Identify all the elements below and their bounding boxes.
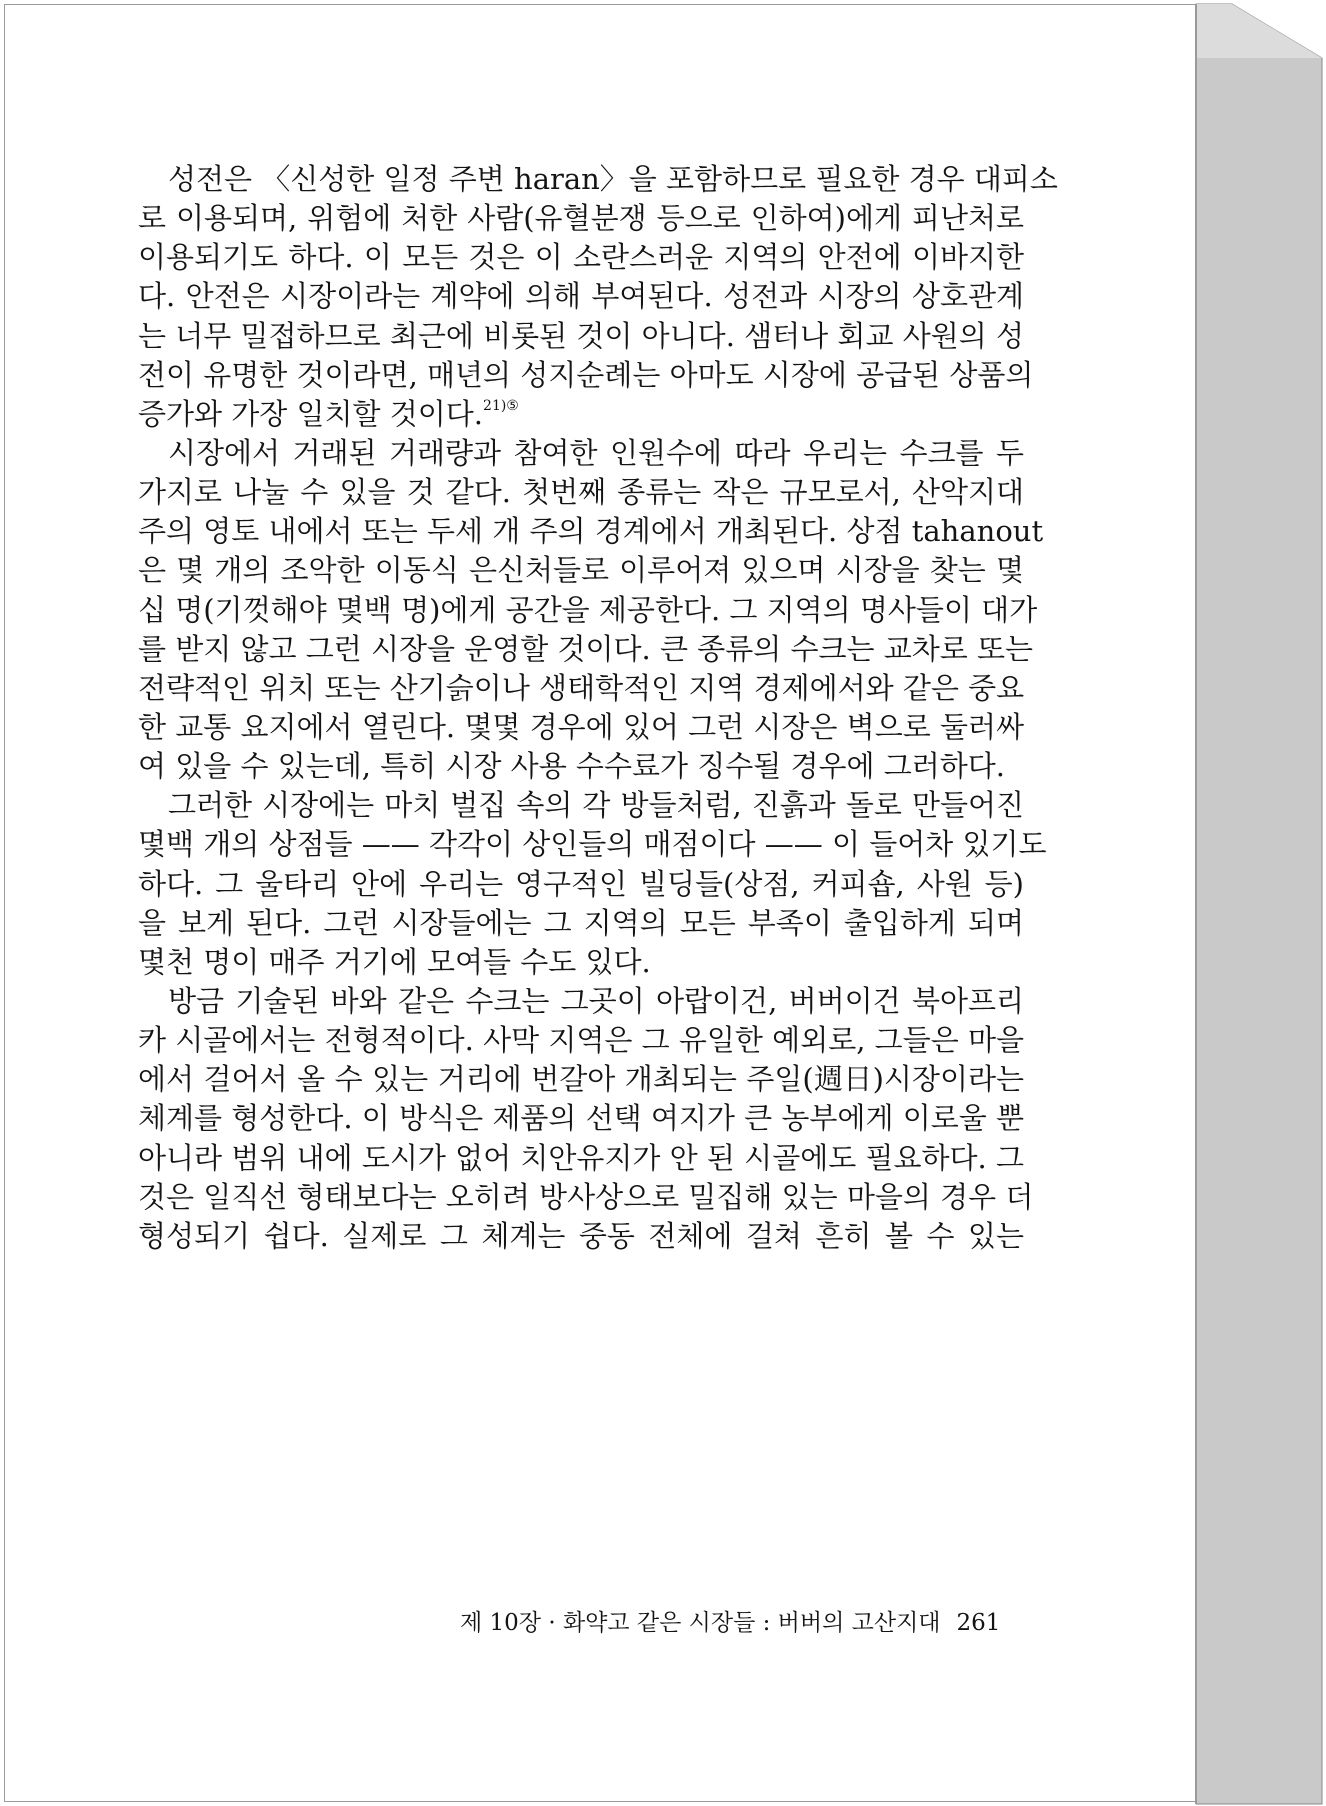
text-line: 형성되기 쉽다. 실제로 그 체계는 중동 전체에 걸쳐 흔히 볼 수 있는: [138, 1218, 1024, 1253]
text-line: 카 시골에서는 전형적이다. 사막 지역은 그 유일한 예외로, 그들은 마을: [138, 1023, 1024, 1058]
page-number: 261: [956, 1610, 1001, 1636]
text-line: 주의 영토 내에서 또는 두세 개 주의 경계에서 개최된다. 상점 tahanout: [138, 514, 1044, 549]
footnote-reference: 21)⑤: [483, 397, 519, 414]
text-line: 그러한 시장에는 마치 벌집 속의 각 방들처럼, 진흙과 돌로 만들어진: [168, 788, 1024, 823]
text-line: 성전은 〈신성한 일정 주변 haran〉을 포함하므로 필요한 경우 대피소: [168, 162, 1058, 196]
running-head: 제 10장 · 화약고 같은 시장들 : 버버의 고산지대: [460, 1610, 941, 1636]
text-line: 십 명(기껏해야 몇백 명)에게 공간을 제공한다. 그 지역의 명사들이 대가: [138, 592, 1038, 627]
text-line: 여 있을 수 있는데, 특히 시장 사용 수수료가 징수될 경우에 그러하다.: [138, 749, 1005, 784]
text-line: 가지로 나눌 수 있을 것 같다. 첫번째 종류는 작은 규모로서, 산악지대: [138, 475, 1024, 510]
text-line: 다. 안전은 시장이라는 계약에 의해 부여된다. 성전과 시장의 상호관계: [138, 279, 1024, 314]
text-line: 체계를 형성한다. 이 방식은 제품의 선택 여지가 큰 농부에게 이로울 뿐: [138, 1101, 1024, 1136]
text-line-with-footnote: [138, 395, 1024, 434]
text-line: 방금 기술된 바와 같은 수크는 그곳이 아랍이건, 버버이건 북아프리: [168, 983, 1024, 1018]
page-footer: [460, 1604, 1000, 1637]
text-line: 아니라 범위 내에 도시가 없어 치안유지가 안 된 시골에도 필요하다. 그: [138, 1140, 1024, 1175]
text-line: 을 보게 된다. 그런 시장들에는 그 지역의 모든 부족이 출입하게 되며: [138, 905, 1024, 940]
text-line: 증가와 가장 일치할 것이다.: [138, 396, 484, 431]
text-line: 몇백 개의 상점들 —— 각각이 상인들의 매점이다 —— 이 들어차 있기도: [138, 827, 1047, 862]
text-line: 로 이용되며, 위험에 처한 사람(유혈분쟁 등으로 인하여)에게 피난처로: [138, 201, 1024, 236]
text-line: 전략적인 위치 또는 산기슭이나 생태학적인 지역 경제에서와 같은 중요: [138, 670, 1025, 705]
text-line: 하다. 그 울타리 안에 우리는 영구적인 빌딩들(상점, 커피숍, 사원 등): [138, 866, 1024, 901]
text-line: 전이 유명한 것이라면, 매년의 성지순례는 아마도 시장에 공급된 상품의: [138, 357, 1034, 392]
text-line: 시장에서 거래된 거래량과 참여한 인원수에 따라 우리는 수크를 두: [168, 435, 1024, 470]
text-line: 는 너무 밀접하므로 최근에 비롯된 것이 아니다. 샘터나 회교 사원의 성: [138, 318, 1024, 353]
text-line: 이용되기도 하다. 이 모든 것은 이 소란스러운 지역의 안전에 이바지한: [138, 240, 1024, 275]
text-line: 것은 일직선 형태보다는 오히려 방사상으로 밀집해 있는 마을의 경우 더: [138, 1179, 1034, 1214]
text-line: 를 받지 않고 그런 시장을 운영할 것이다. 큰 종류의 수크는 교차로 또는: [138, 631, 1034, 666]
body-text: [138, 160, 1058, 1256]
text-line: 몇천 명이 매주 거기에 모여들 수도 있다.: [138, 944, 651, 979]
text-line: 에서 걸어서 올 수 있는 거리에 번갈아 개최되는 주일(週日)시장이라는: [138, 1062, 1024, 1097]
text-line: 한 교통 요지에서 열린다. 몇몇 경우에 있어 그런 시장은 벽으로 둘러싸: [138, 709, 1024, 744]
text-line: 은 몇 개의 조악한 이동식 은신처들로 이루어져 있으며 시장을 찾는 몇: [138, 553, 1024, 588]
